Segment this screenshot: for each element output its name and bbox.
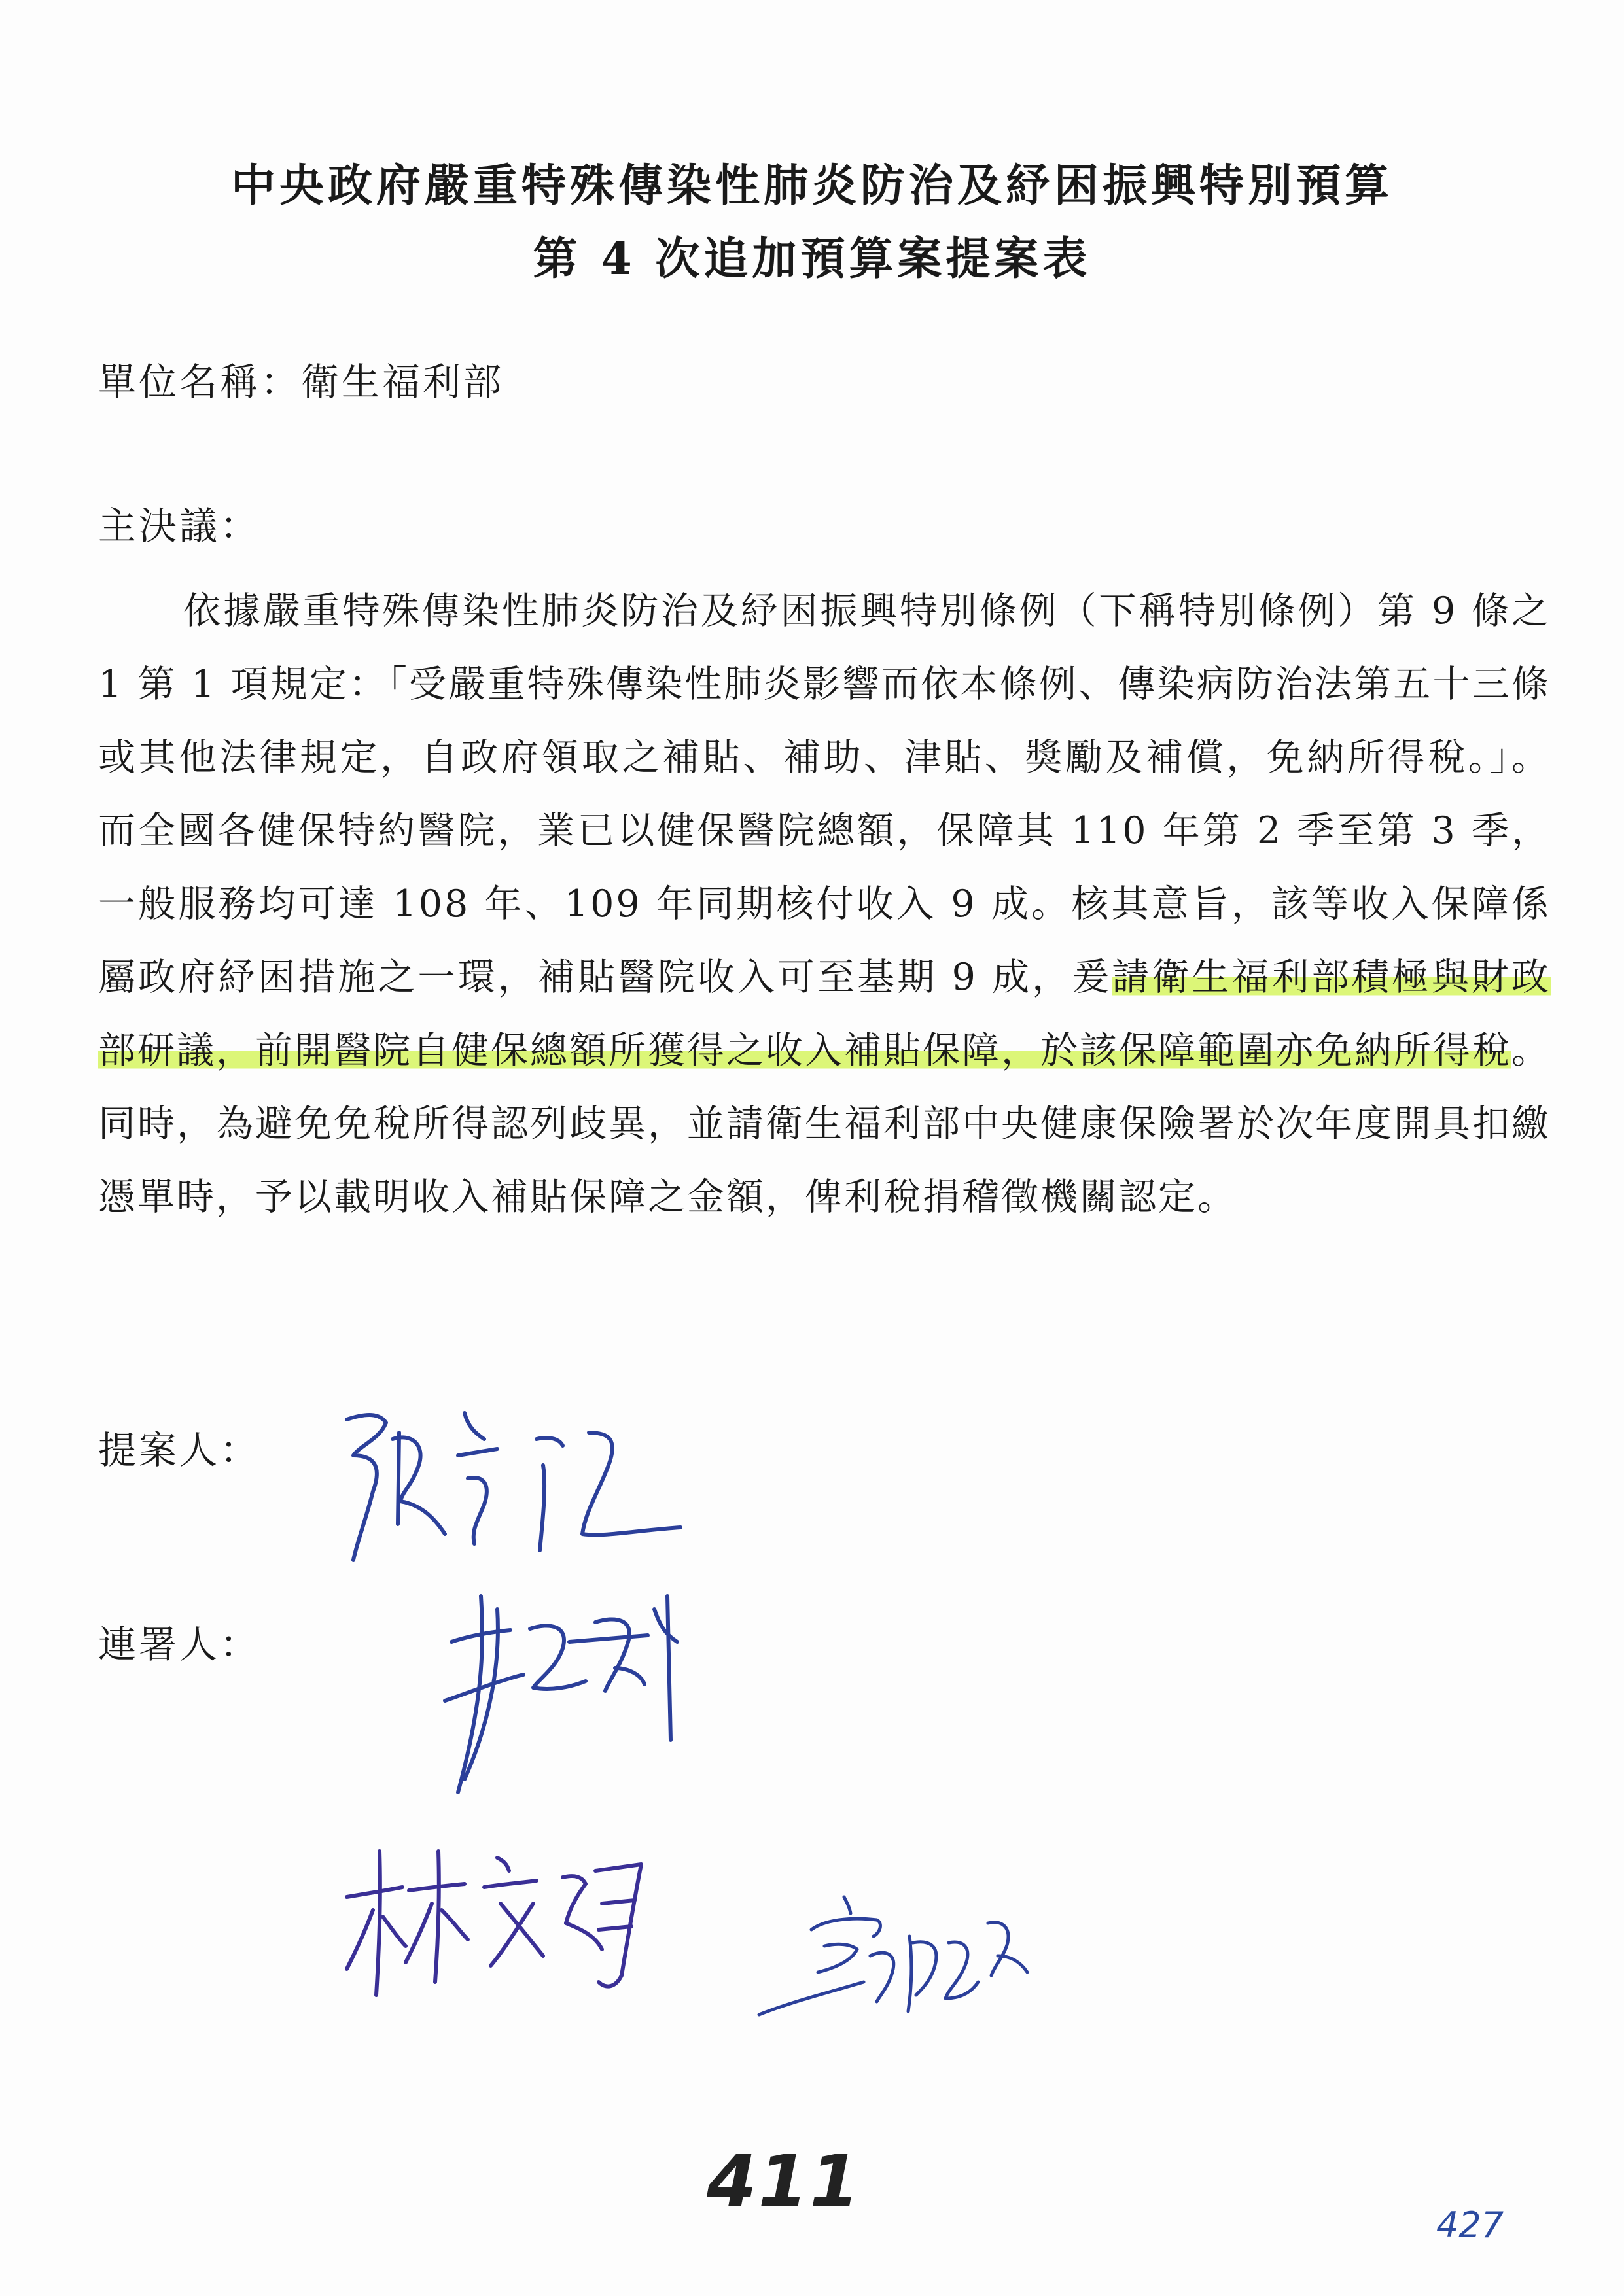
page-number: 411: [707, 2140, 861, 2223]
proposer-label: 提案人：: [98, 1428, 261, 1472]
resolution-body: [98, 574, 1551, 1234]
document-title-line-2: 第 4 次追加預算案提案表: [533, 233, 1091, 285]
document-title-line-1: 中央政府嚴重特殊傳染性肺炎防治及紓困振興特別預算: [230, 160, 1393, 212]
proposer-signature: [327, 1393, 694, 1590]
cosigner-signature-2: [334, 1825, 674, 2015]
handwritten-corner-number: 427: [1436, 2204, 1504, 2246]
cosigner-label: 連署人：: [98, 1622, 261, 1667]
body-text-part-1: 依據嚴重特殊傳染性肺炎防治及紓困振興特別條例（下稱特別條例）第 9 條之 1 第 1 項規定：「受嚴重特殊傳染性肺炎影響而依本條例、傳染病防治法第五十三條或其他法律規定，自政府領取之補貼、補助、津貼、獎勵及補償，免納所得稅。」。而全國各健保特約醫院，業已以健保醫院總額，保障其 110 年第 2 季至第 3 季，一般服務均可達 108 年、109 年同期核付收入 9 成。核其意旨，該等收入保障係屬政府紓困措施之一環，補貼醫院收入可至基期 9 成，爰: [98, 589, 1551, 999]
body-text-part-2: 。同時，為避免免稅所得認列歧異，並請衛生福利部中央健康保險署於次年度開具扣繳憑單時，予以載明收入補貼保障之金額，俾利稅捐稽徵機關認定。: [98, 1029, 1551, 1219]
highlighted-text: 請衛生福利部積極與財政部研議，前開醫院自健保總額所獲得之收入補貼保障，於該保障範圍亦免納所得稅: [98, 956, 1551, 1072]
cosigner-signature-1: [419, 1570, 707, 1818]
cosigner-signature-3: [752, 1884, 1053, 2034]
resolution-label: 主決議：: [98, 504, 261, 548]
unit-name: 單位名稱：衛生福利部: [98, 360, 504, 404]
